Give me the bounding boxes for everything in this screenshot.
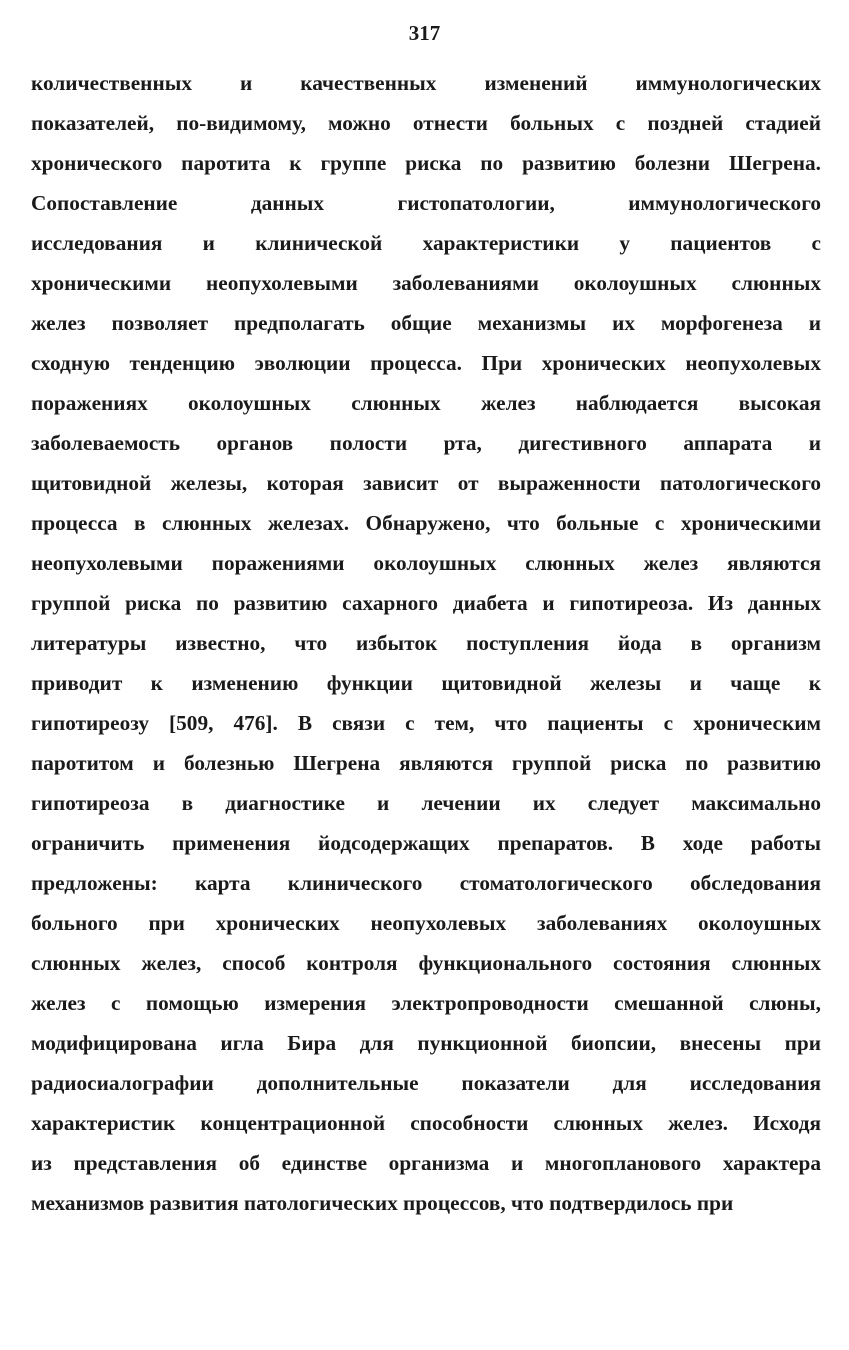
text-line: литературы известно, что избыток поступления йода в организм — [31, 631, 821, 655]
text-line: группой риска по развитию сахарного диабета и гипотиреоза. Из данных — [31, 591, 821, 615]
text-line: гипотиреоза в диагностике и лечении их следует максимально — [31, 791, 821, 815]
text-line: процесса в слюнных железах. Обнаружено, что больные с хроническими — [31, 511, 821, 535]
text-line: показателей, по-видимому, можно отнести больных с поздней стадией — [31, 111, 821, 135]
text-line: предложены: карта клинического стоматологического обследования — [31, 871, 821, 895]
text-line: радиосиалографии дополнительные показатели для исследования — [31, 1071, 821, 1095]
text-line: модифицирована игла Бира для пункционной биопсии, внесены при — [31, 1031, 821, 1055]
text-line: характеристик концентрационной способности слюнных желез. Исходя — [31, 1111, 821, 1135]
text-line: количественных и качественных изменений иммунологических — [31, 71, 821, 95]
text-line: больного при хронических неопухолевых заболеваниях околоушных — [31, 911, 821, 935]
body-text — [31, 66, 821, 1226]
text-line: хронического паротита к группе риска по развитию болезни Шегрена. — [31, 151, 821, 175]
text-line: Сопоставление данных гистопатологии, иммунологического — [31, 191, 821, 215]
text-line: сходную тенденцию эволюции процесса. При хронических неопухолевых — [31, 351, 821, 375]
text-line: желез позволяет предполагать общие механизмы их морфогенеза и — [31, 311, 821, 335]
text-line: хроническими неопухолевыми заболеваниями околоушных слюнных — [31, 271, 821, 295]
text-line: из представления об единстве организма и многопланового характера — [31, 1151, 821, 1175]
text-line: неопухолевыми поражениями околоушных слюнных желез являются — [31, 551, 821, 575]
text-line: ограничить применения йодсодержащих препаратов. В ходе работы — [31, 831, 821, 855]
text-line: заболеваемость органов полости рта, дигестивного аппарата и — [31, 431, 821, 455]
text-line: слюнных желез, способ контроля функционального состояния слюнных — [31, 951, 821, 975]
text-line: поражениях околоушных слюнных желез наблюдается высокая — [31, 391, 821, 415]
page-number: 317 — [408, 21, 441, 45]
text-line: щитовидной железы, которая зависит от выраженности патологического — [31, 471, 821, 495]
text-line: исследования и клинической характеристики у пациентов с — [31, 231, 821, 255]
text-line: механизмов развития патологических процессов, что подтвердилось при — [31, 1191, 734, 1215]
text-line: паротитом и болезнью Шегрена являются группой риска по развитию — [31, 751, 821, 775]
text-line: гипотиреозу [509, 476]. В связи с тем, что пациенты с хроническим — [31, 711, 821, 735]
text-line: приводит к изменению функции щитовидной железы и чаще к — [31, 671, 821, 695]
text-line: желез с помощью измерения электропроводности смешанной слюны, — [31, 991, 821, 1015]
